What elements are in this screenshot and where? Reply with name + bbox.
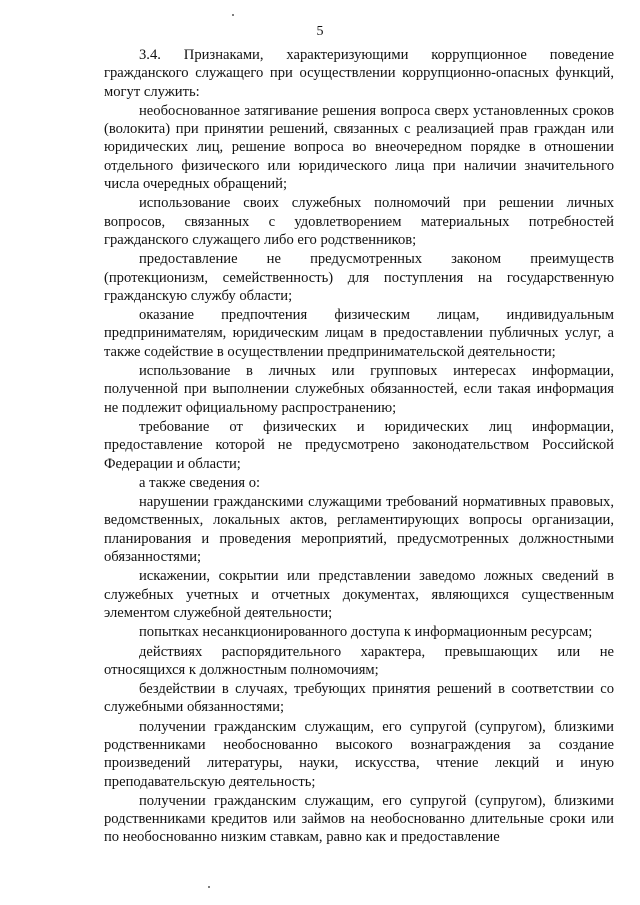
paragraph: 3.4. Признаками, характеризующими коррупционное поведение гражданского служащего при осуществлении коррупционно-опасных функций, могут служить: bbox=[104, 47, 614, 100]
paragraph: получении гражданским служащим, его супругой (супругом), близкими родственниками необоснованно высокого вознаграждения за создание произведений литературы, науки, искусства, чтение лекций и иную преподавательскую деятельность; bbox=[104, 718, 614, 790]
document-body bbox=[104, 46, 614, 848]
paragraph: необоснованное затягивание решения вопроса сверх установленных сроков (волокита) при принятии решений, связанных с реализацией прав граждан или юридических лиц, решение вопроса во внеочередном порядке в отношении отдельного физического или юридического лица при наличии значительного числа очередных обращений; bbox=[104, 102, 614, 193]
paragraph: искажении, сокрытии или представлении заведомо ложных сведений в служебных учетных и отчетных документах, являющихся существенным элементом служебной деятельности; bbox=[104, 568, 614, 621]
paragraph: получении гражданским служащим, его супругой (супругом), близкими родственниками кредитов или займов на необоснованно длительные сроки или по необоснованно низким ставкам, равно как и предоставление bbox=[104, 792, 614, 846]
scan-speck bbox=[232, 14, 234, 16]
paragraph: предоставление не предусмотренных законом преимуществ (протекционизм, семейственность) для поступления на государственную гражданскую службу области; bbox=[104, 251, 614, 304]
paragraph: действиях распорядительного характера, превышающих или не относящихся к должностным полномочиям; bbox=[104, 643, 614, 678]
paragraph: нарушении гражданскими служащими требований нормативных правовых, ведомственных, локальных актов, регламентирующих вопросы организации, планирования и проведения мероприятий, предусмотренных должностными обязанностями; bbox=[104, 494, 614, 566]
paragraph: бездействии в случаях, требующих принятия решений в соответствии со служебными обязанностями; bbox=[104, 681, 614, 716]
paragraph: а также сведения о: bbox=[139, 474, 261, 491]
scan-speck bbox=[208, 886, 210, 888]
page-number: 5 bbox=[316, 24, 324, 39]
paragraph: оказание предпочтения физическим лицам, индивидуальным предпринимателям, юридическим лицам в предоставлении публичных услуг, а также содействие в осуществлении предпринимательской деятельности; bbox=[104, 307, 614, 360]
paragraph: использование своих служебных полномочий при решении личных вопросов, связанных с удовлетворением материальных потребностей гражданского служащего либо его родственников; bbox=[104, 195, 614, 248]
paragraph: попытках несанкционированного доступа к информационным ресурсам; bbox=[139, 624, 593, 641]
paragraph: использование в личных или групповых интересах информации, полученной при выполнении служебных обязанностей, если такая информация не подлежит официальному распространению; bbox=[104, 363, 614, 416]
paragraph: требование от физических и юридических лиц информации, предоставление которой не предусмотрено законодательством Российской Федерации и области; bbox=[104, 418, 614, 472]
